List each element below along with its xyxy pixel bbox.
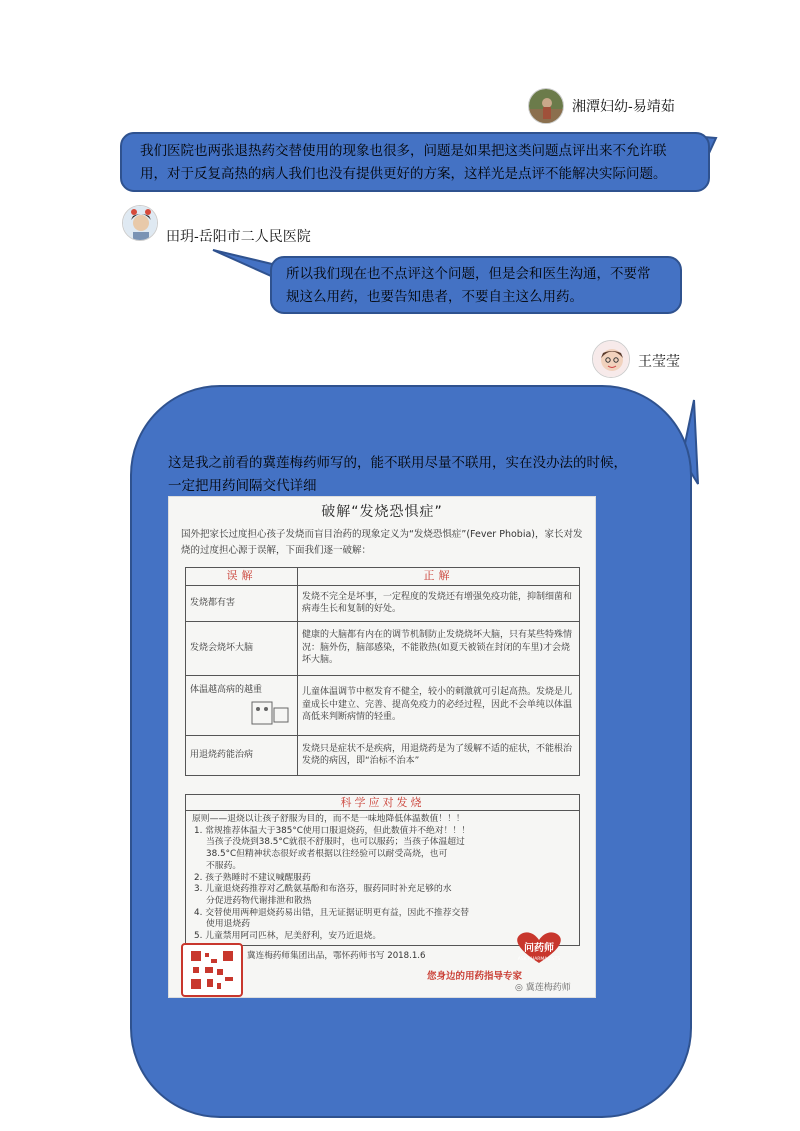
table-row	[186, 621, 580, 675]
sheet-slogan: 您身边的用药指导专家	[427, 971, 523, 982]
attached-image[interactable]	[168, 496, 596, 998]
table-cell: 用退烧药能治病	[186, 735, 298, 775]
wechat-icon: ◎	[515, 983, 523, 993]
section-title: 科学应对发烧	[185, 794, 580, 811]
avatar	[592, 340, 630, 378]
list-item: 38.5°C但精神状态很好或者根据以往经验可以耐受高烧，也可	[206, 849, 448, 860]
column-header: 误解	[186, 568, 298, 586]
list-item: 2. 孩子熟睡时不建议喊醒服药	[194, 872, 311, 883]
avatar	[528, 88, 564, 124]
advice-list	[185, 811, 580, 946]
heart-logo-icon	[509, 929, 569, 965]
table-cell: 发烧不完全是坏事，一定程度的发烧还有增强免疫功能，抑制细菌和病毒生长和复制的好处。	[298, 585, 580, 621]
avatar	[122, 205, 158, 241]
avatar-photo-icon	[529, 89, 564, 124]
list-item: 4. 交替使用两种退烧药易出错，且无证据证明更有益，因此不推荐交替	[194, 907, 470, 918]
table-row	[186, 675, 580, 735]
message-text: 所以我们现在也不点评这个问题，但是会和医生沟通，不要常 规这么用药，也要告知患者，不要自主这么用药。	[286, 266, 651, 305]
watermark-brand: ◎ 冀莲梅药师	[515, 983, 571, 993]
table-cell: 发烧会烧坏大脑	[186, 621, 298, 675]
list-item: 使用退烧药	[206, 919, 250, 930]
thermometer-doodle-icon	[250, 700, 290, 726]
table-row	[186, 735, 580, 775]
table-header-row	[186, 568, 580, 586]
sender-name: 田玥-岳阳市二人民医院	[166, 229, 311, 245]
avatar-photo-icon	[593, 341, 630, 378]
list-item: 分促进药物代谢排泄和散热	[206, 895, 312, 906]
svg-text:ASK PHARMACISTS: ASK PHARMACISTS	[517, 957, 561, 962]
table-cell: 健康的大脑都有内在的调节机制防止发烧烧坏大脑，只有某些特殊情况：脑外伤，脑部感染，不能散热(如夏天被锁在封闭的车里)才会烧坏大脑。	[298, 621, 580, 675]
table-cell: 发烧只是症状不是疾病，用退烧药是为了缓解不适的症状，不能根治发烧的病因，即“治标不治本”	[298, 735, 580, 775]
principle-text: 原则——退烧以让孩子舒服为目的，而不是一味地降低体温数值！！！	[192, 814, 465, 824]
myth-table	[185, 567, 580, 776]
svg-text:问药师: 问药师	[524, 943, 554, 954]
table-cell: 体温越高病的越重	[186, 675, 298, 735]
list-item: 5. 儿童禁用阿司匹林，尼美舒利，安乃近退烧。	[194, 931, 382, 942]
message-text: 我们医院也两张退热药交替使用的现象也很多，问题是如果把这类问题点评出来不允许联 用，对于反复高热的病人我们也没有提供更好的方案，这样光是点评不能解决实际问题。	[140, 143, 667, 182]
column-header: 正解	[298, 568, 580, 586]
sender-name: 王莹莹	[638, 354, 680, 370]
avatar-photo-icon	[123, 206, 158, 241]
table-cell: 发烧都有害	[186, 585, 298, 621]
message-text: 这是我之前看的冀莲梅药师写的，能不联用尽量不联用，实在没办法的时候， 一定把用药间隔交代详细	[168, 455, 627, 494]
sender-name: 湘潭妇幼-易靖茹	[572, 99, 675, 115]
list-item: 当孩子没烧到38.5°C就很不舒服时，也可以服药；当孩子体温超过	[206, 837, 465, 848]
table-cell: 儿童体温调节中枢发育不健全，较小的刺激就可引起高热。发烧是儿童成长中建立、完善、提高免疫力的必经过程，因此不会单纯以体温高低来判断病情的轻重。	[298, 675, 580, 735]
list-item: 3. 儿童退烧药推荐对乙酰氨基酚和布洛芬，服药同时补充足够的水	[194, 884, 452, 895]
qr-code-icon	[181, 943, 243, 997]
sheet-title: 破解“发烧恐惧症”	[321, 504, 443, 520]
list-item: 1. 常规推荐体温大于385°C使用口服退烧药，但此数值并不绝对！！！	[194, 825, 471, 836]
sheet-intro: 国外把家长过度担心孩子发烧而盲目治药的现象定义为“发烧恐惧症”(Fever Phobia)，家长对发烧的过度担心源于误解，下面我们逐一破解：	[181, 529, 583, 556]
table-row	[186, 585, 580, 621]
sheet-credit: 冀连梅药师集团出品，鄂怀药师书写 2018.1.6	[247, 951, 426, 961]
list-item: 不服药。	[206, 860, 242, 871]
